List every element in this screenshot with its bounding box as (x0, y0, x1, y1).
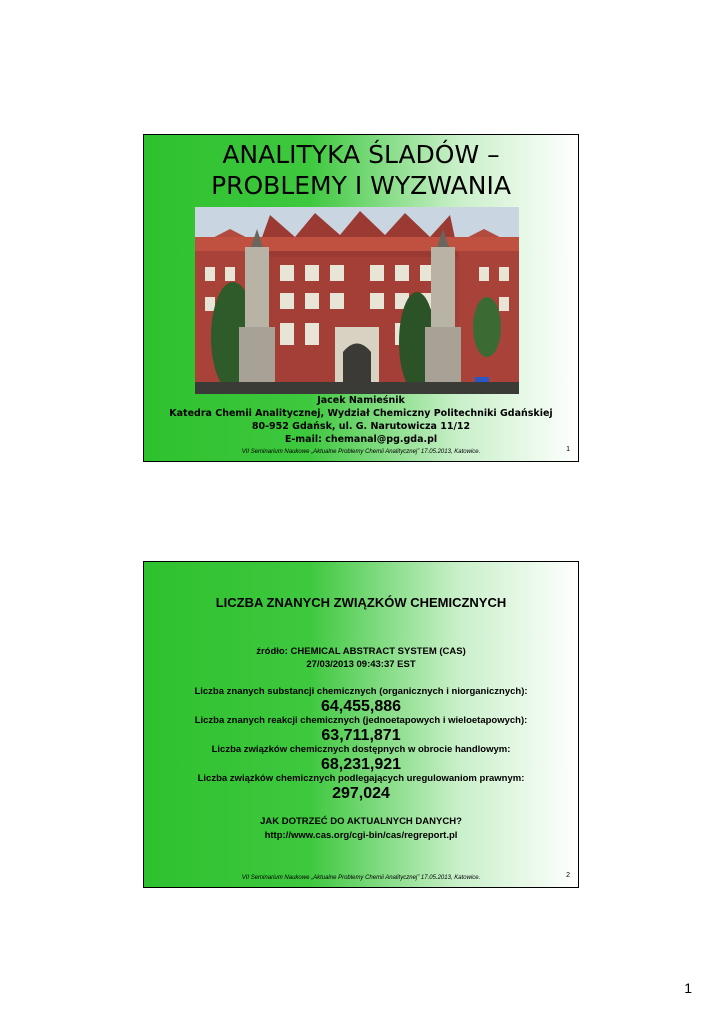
author-name: Jacek Namieśnik (317, 395, 405, 406)
slide-page-number: 2 (566, 872, 570, 879)
department: Katedra Chemii Analitycznej, Wydział Chemiczny Politechniki Gdańskiej (169, 408, 553, 419)
stat-label: Liczba znanych substancji chemicznych (organicznych i niorganicznych): (194, 686, 528, 697)
slide-page-number: 1 (566, 446, 570, 453)
data-url-link[interactable]: http://www.cas.org/cgi-bin/cas/regreport.pl (264, 830, 458, 841)
address: 80-952 Gdańsk, ul. G. Narutowicza 11/12 (251, 421, 471, 432)
stat-item (144, 715, 578, 744)
stat-value: 63,711,871 (321, 727, 401, 744)
author-block (144, 394, 578, 446)
source-date: 27/03/2013 09:43:37 EST (306, 659, 416, 670)
stat-label: Liczba znanych reakcji chemicznych (jednoetapowych i wieloetapowych): (194, 715, 528, 726)
stat-item (144, 744, 578, 773)
slide-1 (143, 134, 579, 462)
slide-footer: VII Seminarium Naukowe „Aktualne Problemy Chemii Analitycznej” 17.05.2013, Katowice. (241, 449, 481, 455)
stat-value: 68,231,921 (320, 756, 402, 773)
slide-2 (143, 561, 579, 888)
title-line-1: ANALITYKA ŚLADÓW – (222, 140, 500, 169)
stats-list (144, 686, 578, 802)
stat-value: 64,455,886 (320, 698, 402, 715)
slide-footer: VII Seminarium Naukowe „Aktualne Problemy Chemii Analitycznej” 17.05.2013, Katowice. (241, 875, 481, 881)
email: E-mail: chemanal@pg.gda.pl (284, 434, 438, 445)
slide-title (144, 139, 578, 201)
question: JAK DOTRZEĆ DO AKTUALNYCH DANYCH? (260, 816, 462, 827)
document-page-number: 1 (684, 980, 692, 996)
stat-value: 297,024 (332, 785, 390, 802)
source-line: źródło: CHEMICAL ABSTRACT SYSTEM (CAS) (256, 646, 466, 657)
stat-item (144, 773, 578, 802)
slide-title: LICZBA ZNANYCH ZWIĄZKÓW CHEMICZNYCH (215, 595, 507, 610)
title-line-2: PROBLEMY I WYZWANIA (211, 171, 511, 200)
stat-item (144, 686, 578, 715)
building-photo (195, 207, 519, 394)
stat-label: Liczba związków chemicznych podlegających uregulowaniom prawnym: (197, 773, 525, 784)
stat-label: Liczba związków chemicznych dostępnych w obrocie handlowym: (211, 744, 511, 755)
